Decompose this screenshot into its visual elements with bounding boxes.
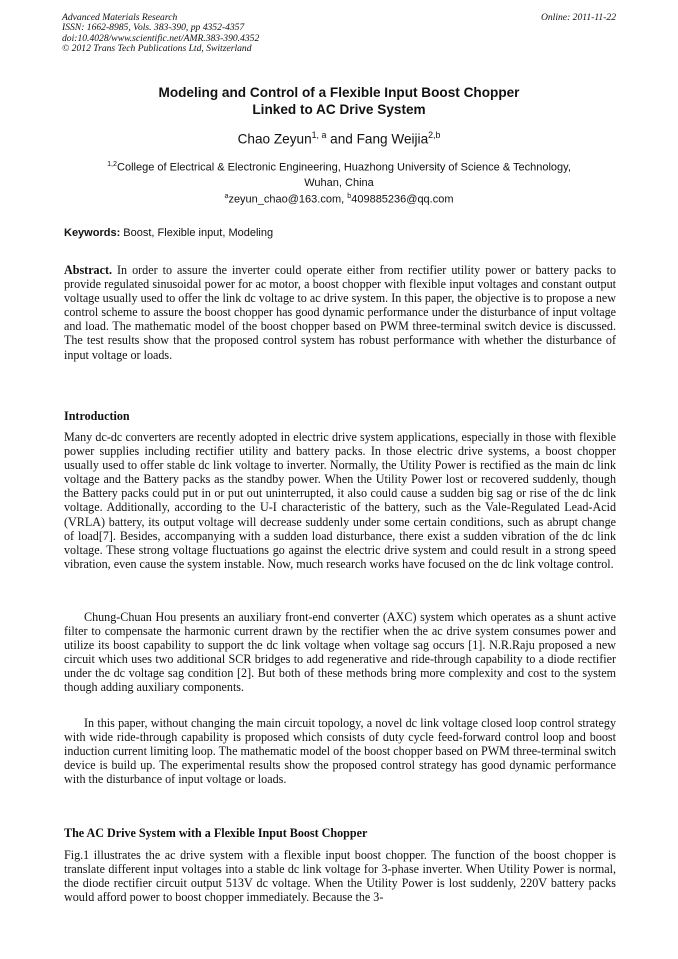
title-line-1: Modeling and Control of a Flexible Input Boost Chopper (158, 85, 520, 100)
author-2: Fang Weijia (356, 131, 429, 147)
section-2-heading: The AC Drive System with a Flexible Input Boost Chopper (64, 826, 368, 840)
keywords-text: Boost, Flexible input, Modeling (120, 227, 274, 239)
affiliation-line-2: Wuhan, China (304, 176, 374, 189)
intro-paragraph-3: In this paper, without changing the main circuit topology, a novel dc link voltage closed loop control strategy with wide ride-through capability is proposed which consists of duty cycle feed-forward control loop and boost induction current limiting loop. The mathematic model of the boost chopper based on PWM three-terminal switch device is build up. The experimental results show the proposed control strategy has good dynamic performance with the disturbance of input voltage or loads. (64, 716, 616, 787)
abstract-label: Abstract. (64, 263, 113, 277)
issn-line: ISSN: 1662-8985, Vols. 383-390, pp 4352-4357 (62, 22, 245, 34)
author-conjunction: and (326, 131, 357, 147)
author-2-superscript: 2,b (428, 130, 441, 140)
email-a: zeyun_chao@163.com, (228, 193, 348, 206)
author-line (62, 130, 616, 147)
email-line (62, 192, 616, 206)
title-line-2: Linked to AC Drive System (252, 102, 426, 117)
journal-header (62, 13, 616, 55)
abstract-text: In order to assure the inverter could operate either from rectifier utility power or battery packs to provide regulated sinusoidal power for ac motor, a boost chopper with flexible input voltages and constant output voltage usually used to offer the link dc voltage to ac drive system. In this paper, the objective is to propose a new control scheme to assure the boost chopper has good dynamic performance under the disturbance of input voltage and load. The mathematic model of the boost chopper based on PWM three-terminal switch device is discussed. The test results show that the proposed control system has robust performance with whether the disturbance of input voltage or loads. (64, 263, 616, 362)
introduction-heading: Introduction (64, 409, 130, 423)
email-a-superscript: a (224, 192, 229, 200)
intro-paragraph-1: Many dc-dc converters are recently adopted in electric drive system applications, especially in those with flexible power supplies including rectifier utility and battery packs. In those electric drive systems, a boost chopper usually used to offer stable dc link voltage to inverter. Normally, the Utility Power is rectified as the main dc link voltage and the Battery packs as the standby power. When the Utility Power lost or recovered suddenly, though the Battery packs could put in or put out uninterrupted, it also could cause a sudden big sag or rise of the dc link voltage. Additionally, according to the U-I characteristic of the battery, such as the Vale-Regulated Lead-Acid (VRLA) battery, its output voltage will decrease suddenly under some certain conditions, such as abrupt change of load[7]. Besides, accompanying with a sudden load disturbance, there exist a sudden vibration of the dc link voltage. These strong voltage fluctuations go against the electric drive system and could result in a strong speed vibration, even cause the system instable. Now, much research works have focused on the dc link voltage control. (64, 430, 616, 571)
keywords (64, 227, 616, 239)
intro-paragraph-2: Chung-Chuan Hou presents an auxiliary front-end converter (AXC) system which operates as a shunt active filter to compensate the harmonic current drawn by the rectifier when the ac drive system consumes power and utilize its boost capability to support the dc link voltage when voltage sag occurs [1]. N.R.Raju proposed a new circuit which uses two additional SCR bridges to add regenerative and ride-through capability to a diode rectifier under the dc voltage sag condition [2]. But both of these methods bring more complexity and cost to the system though adding auxiliary components. (64, 610, 616, 695)
paper-title (62, 84, 616, 118)
copyright-line: © 2012 Trans Tech Publications Ltd, Switzerland (62, 43, 252, 55)
journal-name: Advanced Materials Research (62, 12, 178, 23)
online-date: Online: 2011-11-22 (540, 12, 616, 23)
author-1: Chao Zeyun (237, 131, 312, 147)
affiliation-superscript: 1,2 (107, 160, 118, 168)
author-1-superscript: 1, a (311, 130, 327, 140)
doi-line: doi:10.4028/www.scientific.net/AMR.383-390.4352 (62, 32, 260, 44)
email-b-superscript: b (347, 192, 352, 200)
section-2-paragraph-1: Fig.1 illustrates the ac drive system with a flexible input boost chopper. The function of the boost chopper is translate different input voltages into a stable dc link voltage for 3-phase inverter. When Utility Power is normal, the diode rectifier circuit output 513V dc voltage. When the Utility Power is lost suddenly, 220V battery packs would afford power to boost chopper immediately. Because the 3- (64, 848, 616, 905)
keywords-label: Keywords: (64, 227, 121, 239)
abstract (64, 263, 616, 362)
affiliation (62, 157, 616, 191)
affiliation-line-1: College of Electrical & Electronic Engineering, Huazhong University of Science & Technology, (117, 161, 571, 174)
email-b: 409885236@qq.com (351, 193, 454, 206)
